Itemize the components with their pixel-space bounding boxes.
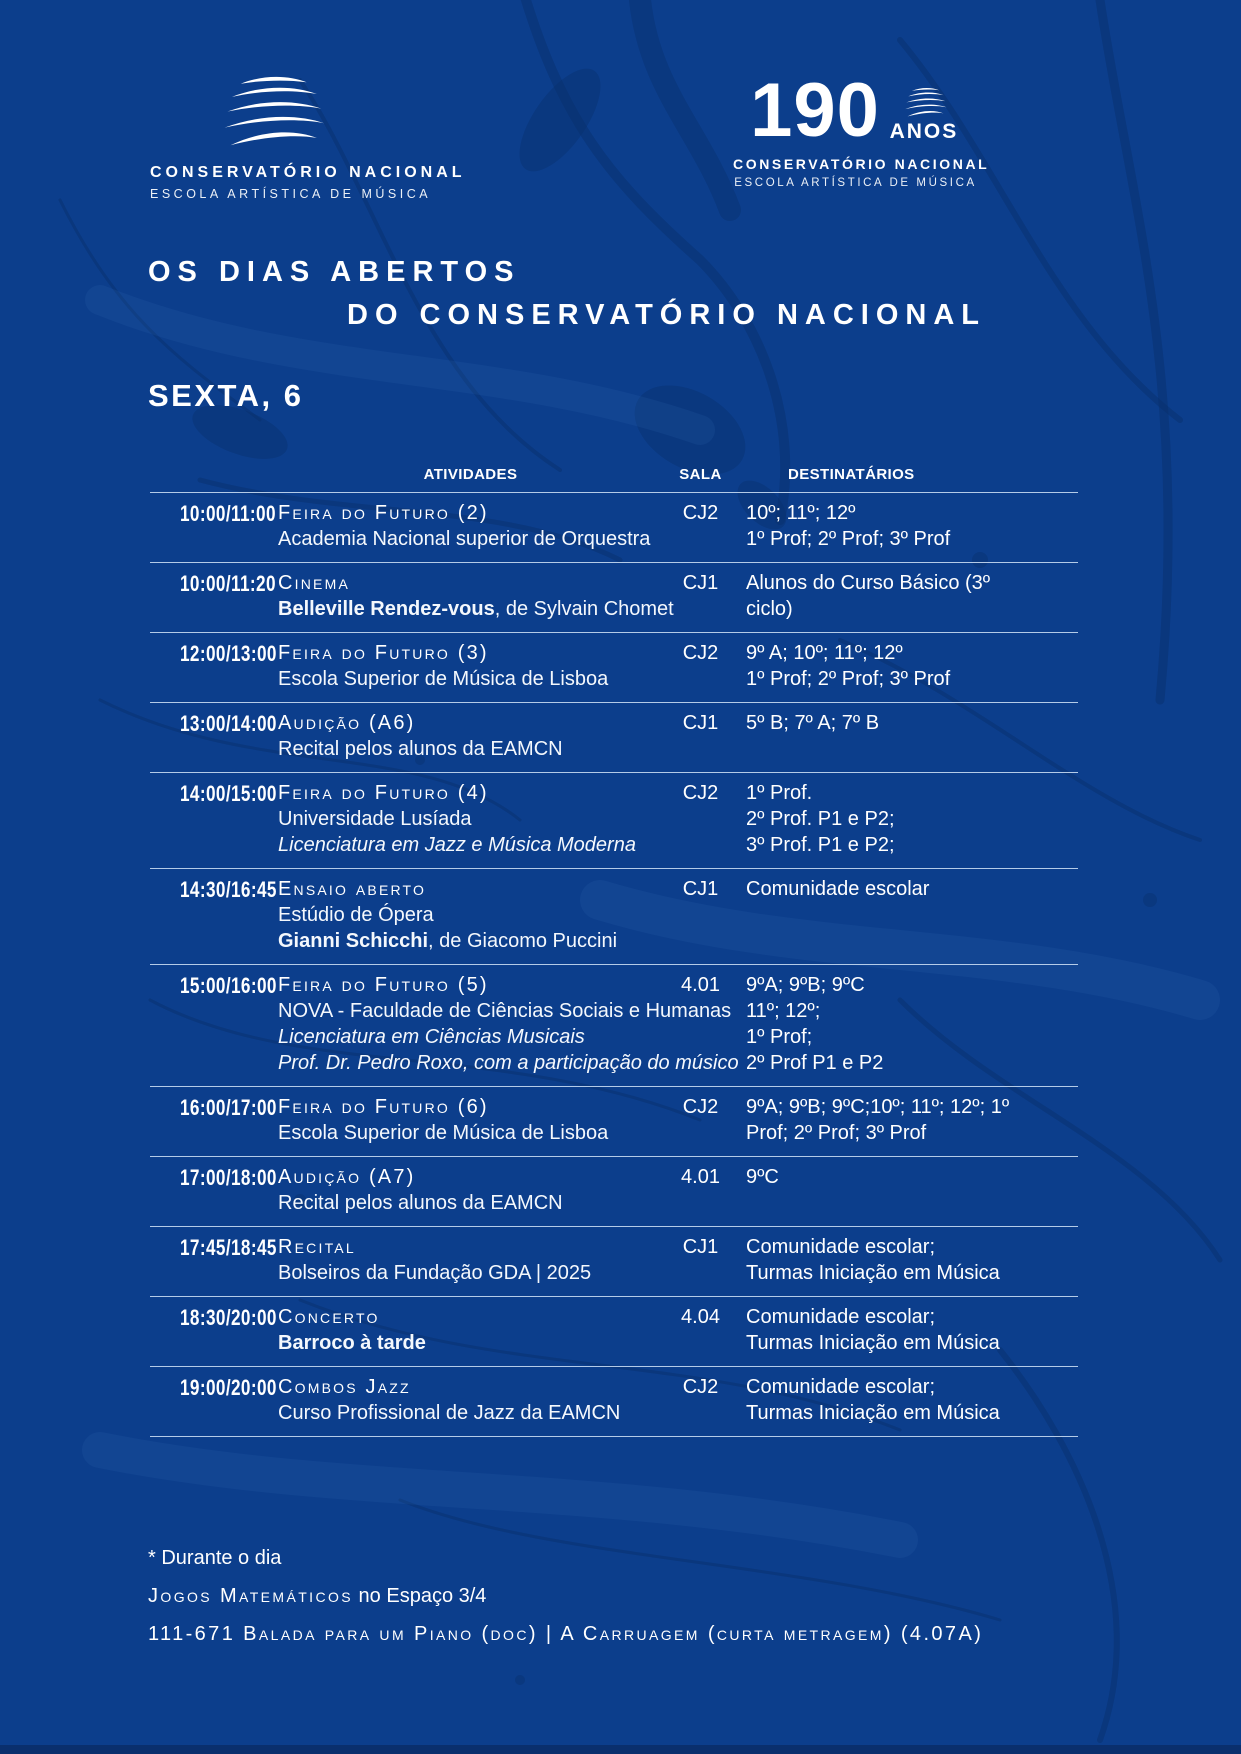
event-audience	[738, 570, 1078, 622]
activity-line: Estúdio de Ópera	[278, 904, 434, 926]
schedule-body	[150, 492, 1078, 1437]
audience-line: 3º Prof. P1 e P2;	[746, 834, 895, 856]
event-activity	[278, 780, 663, 858]
audience-line: Turmas Iniciação em Música	[746, 1332, 1000, 1354]
activity-line: Feira do Futuro (5)	[278, 974, 489, 996]
activity-line: Audição (A6)	[278, 712, 416, 734]
event-time: 17:00/18:00	[180, 1165, 277, 1190]
event-audience	[738, 876, 1078, 954]
event-time: 15:00/16:00	[180, 973, 277, 998]
event-activity	[278, 1094, 663, 1146]
event-time: 12:00/13:00	[180, 641, 277, 666]
activity-line: Ensaio aberto	[278, 878, 427, 900]
activity-line: Academia Nacional superior de Orquestra	[278, 528, 651, 550]
schedule-header	[150, 450, 1078, 492]
event-room: CJ1	[682, 572, 719, 594]
event-time: 14:00/15:00	[180, 781, 277, 806]
audience-line: 1º Prof; 2º Prof; 3º Prof	[746, 668, 951, 690]
activity-line: Licenciatura em Ciências Musicais	[278, 1026, 585, 1048]
waves-logo-icon	[887, 86, 961, 120]
activity-line: Combos Jazz	[278, 1376, 411, 1398]
schedule-table	[150, 450, 1078, 1437]
event-audience	[738, 780, 1078, 858]
activity-line: Recital	[278, 1236, 356, 1258]
footer	[148, 1545, 983, 1647]
brand-left-name: CONSERVATÓRIO NACIONAL	[150, 164, 466, 181]
event-time: 17:45/18:45	[180, 1235, 277, 1260]
table-row	[150, 1366, 1078, 1437]
event-audience	[738, 710, 1078, 762]
column-header-room: SALA	[679, 466, 722, 483]
event-audience	[738, 1164, 1078, 1216]
column-header-activities: ATIVIDADES	[423, 466, 518, 483]
activity-line: Concerto	[278, 1306, 380, 1328]
audience-line: ciclo)	[746, 598, 793, 620]
event-time: 10:00/11:20	[180, 571, 276, 596]
event-activity	[278, 1164, 663, 1216]
activity-line: Audição (A7)	[278, 1166, 416, 1188]
event-time: 13:00/14:00	[180, 711, 277, 736]
audience-line: Comunidade escolar;	[746, 1376, 935, 1398]
audience-line: Turmas Iniciação em Música	[746, 1262, 1000, 1284]
column-header-audience: DESTINATÁRIOS	[788, 466, 915, 483]
brand-right-subtitle: ESCOLA ARTÍSTICA DE MÚSICA	[734, 177, 977, 190]
event-audience	[738, 640, 1078, 692]
column-header-time	[150, 466, 278, 483]
event-activity	[278, 1234, 663, 1286]
event-room: CJ2	[682, 642, 719, 664]
event-room: 4.01	[681, 974, 720, 996]
audience-line: 2º Prof P1 e P2	[746, 1052, 884, 1074]
audience-line: 1º Prof.	[746, 782, 813, 804]
years-number: 190	[750, 68, 880, 153]
brand-right-name: CONSERVATÓRIO NACIONAL	[733, 156, 990, 173]
footer-note: * Durante o dia	[148, 1547, 282, 1569]
event-room: CJ2	[682, 1376, 719, 1398]
activity-line: Feira do Futuro (3)	[278, 642, 489, 664]
event-audience	[738, 1304, 1078, 1356]
activity-line: Belleville Rendez-vous, de Sylvain Chomet	[278, 598, 674, 620]
audience-line: 2º Prof. P1 e P2;	[746, 808, 895, 830]
table-row	[150, 1086, 1078, 1156]
event-activity	[278, 500, 663, 552]
audience-line: 10º; 11º; 12º	[746, 502, 856, 524]
audience-line: 9ºC	[746, 1166, 779, 1188]
activity-line: Feira do Futuro (2)	[278, 502, 489, 524]
activity-line: Gianni Schicchi, de Giacomo Puccini	[278, 930, 618, 952]
activity-line: Recital pelos alunos da EAMCN	[278, 738, 563, 760]
event-time: 10:00/11:00	[180, 501, 276, 526]
page-title-line2: DO CONSERVATÓRIO NACIONAL	[347, 299, 987, 331]
brand-right-190-anos	[733, 68, 978, 153]
audience-line: Comunidade escolar;	[746, 1236, 935, 1258]
event-activity	[278, 1374, 663, 1426]
event-activity	[278, 876, 663, 954]
years-label: ANOS	[889, 120, 959, 144]
table-row	[150, 1226, 1078, 1296]
table-row	[150, 1156, 1078, 1226]
audience-line: Comunidade escolar	[746, 878, 930, 900]
footer-games-line	[148, 1583, 983, 1609]
activity-line: Feira do Futuro (6)	[278, 1096, 489, 1118]
event-room: CJ1	[682, 878, 719, 900]
footer-games-title: Jogos Matemáticos	[148, 1585, 353, 1607]
activity-line: Escola Superior de Música de Lisboa	[278, 668, 609, 690]
table-row	[150, 562, 1078, 632]
event-room: 4.04	[681, 1306, 720, 1328]
table-row	[150, 492, 1078, 562]
audience-line: 9º A; 10º; 11º; 12º	[746, 642, 903, 664]
event-room: CJ2	[682, 782, 719, 804]
activity-line: Cinema	[278, 572, 350, 594]
activity-line: Escola Superior de Música de Lisboa	[278, 1122, 609, 1144]
event-time: 19:00/20:00	[180, 1375, 277, 1400]
audience-line: Alunos do Curso Básico (3º	[746, 572, 991, 594]
table-row	[150, 868, 1078, 964]
activity-line: Barroco à tarde	[278, 1332, 426, 1354]
footer-films-line: 111-671 Balada para um Piano (doc) | A Carruagem (curta metragem) (4.07A)	[148, 1623, 984, 1645]
event-activity	[278, 710, 663, 762]
event-time: 18:30/20:00	[180, 1305, 277, 1330]
footer-games-location: no Espaço 3/4	[353, 1585, 487, 1607]
activity-line: Curso Profissional de Jazz da EAMCN	[278, 1402, 621, 1424]
page-title-line1: OS DIAS ABERTOS	[148, 256, 521, 288]
page-title	[148, 256, 986, 332]
table-row	[150, 702, 1078, 772]
audience-line: 1º Prof;	[746, 1026, 813, 1048]
event-audience	[738, 1094, 1078, 1146]
bottom-strip	[0, 1745, 1241, 1754]
brand-left-subtitle: ESCOLA ARTÍSTICA DE MÚSICA	[150, 187, 432, 201]
table-row	[150, 772, 1078, 868]
activity-line: Recital pelos alunos da EAMCN	[278, 1192, 563, 1214]
table-row	[150, 964, 1078, 1086]
audience-line: 1º Prof; 2º Prof; 3º Prof	[746, 528, 951, 550]
audience-line: 5º B; 7º A; 7º B	[746, 712, 880, 734]
audience-line: Prof; 2º Prof; 3º Prof	[746, 1122, 927, 1144]
table-row	[150, 1296, 1078, 1366]
activity-line: Licenciatura em Jazz e Música Moderna	[278, 834, 636, 856]
event-time: 14:30/16:45	[180, 877, 277, 902]
waves-logo-icon	[195, 72, 345, 154]
audience-line: 9ºA; 9ºB; 9ºC;10º; 11º; 12º; 1º	[746, 1096, 1010, 1118]
event-audience	[738, 500, 1078, 552]
event-room: CJ1	[682, 1236, 719, 1258]
brand-right	[733, 68, 990, 190]
event-activity	[278, 1304, 663, 1356]
table-row	[150, 632, 1078, 702]
event-room: CJ2	[682, 1096, 719, 1118]
activity-line: NOVA - Faculdade de Ciências Sociais e Humanas	[278, 1000, 732, 1022]
activity-line: Feira do Futuro (4)	[278, 782, 489, 804]
activity-line: Prof. Dr. Pedro Roxo, com a participação do músico	[278, 1052, 739, 1074]
event-audience	[738, 1374, 1078, 1426]
event-room: CJ2	[682, 502, 719, 524]
brand-left	[150, 72, 466, 201]
activity-line: Bolseiros da Fundação GDA | 2025	[278, 1262, 592, 1284]
audience-line: 9ºA; 9ºB; 9ºC	[746, 974, 865, 996]
day-heading: SEXTA, 6	[148, 378, 304, 413]
event-time: 16:00/17:00	[180, 1095, 277, 1120]
audience-line: Turmas Iniciação em Música	[746, 1402, 1000, 1424]
audience-line: Comunidade escolar;	[746, 1306, 935, 1328]
audience-line: 11º; 12º;	[746, 1000, 821, 1022]
event-audience	[738, 972, 1078, 1076]
event-room: 4.01	[681, 1166, 720, 1188]
event-activity	[278, 640, 663, 692]
activity-line: Universidade Lusíada	[278, 808, 472, 830]
event-room: CJ1	[682, 712, 719, 734]
event-audience	[738, 1234, 1078, 1286]
event-activity	[278, 570, 674, 622]
